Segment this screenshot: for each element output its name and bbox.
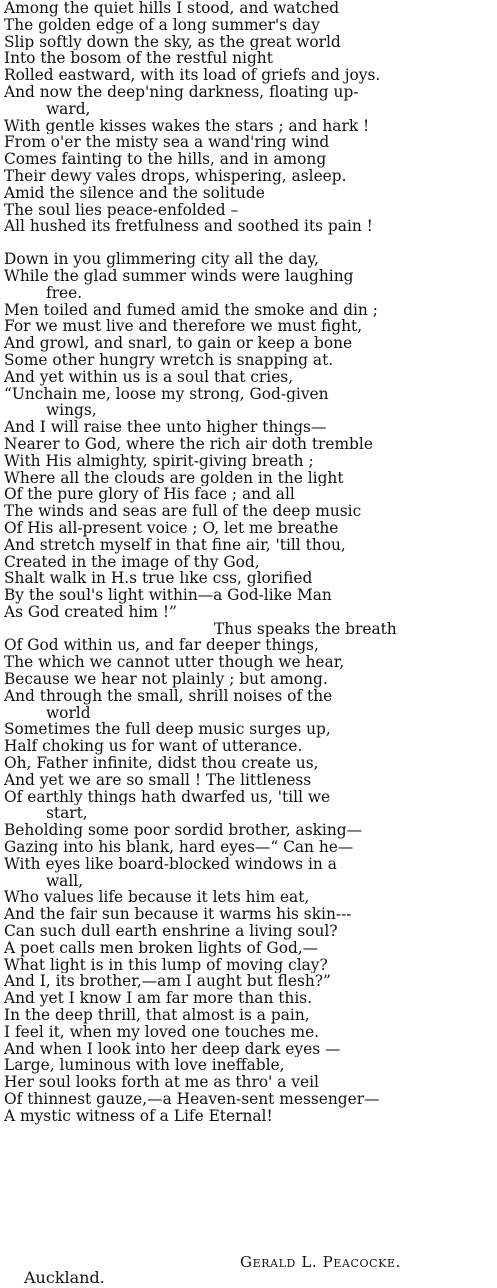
- poem-line: Of earthly things hath dwarfed us, 'till we: [4, 788, 331, 806]
- poem-line: By the soul's light within—a God-like Man: [4, 587, 332, 604]
- poem-line: Oh, Father infinite, didst thou create us,: [4, 755, 319, 772]
- poem-line: And growl, and snarl, to gain or keep a bone: [4, 335, 353, 352]
- poem-line: Created in the image of thy God,: [4, 553, 260, 571]
- poem-line: Large, luminous with love ineffable,: [4, 1057, 285, 1075]
- poem-line: Half choking us for want of utterance.: [4, 738, 303, 756]
- poem-line: Some other hungry wretch is snapping at.: [4, 351, 334, 369]
- poem-line: Beholding some poor sordid brother, asking—: [4, 822, 362, 840]
- poem-line: Her soul looks forth at me as thro' a veil: [4, 1074, 319, 1091]
- poem-line: wall,: [46, 872, 84, 890]
- poem-line: Of the pure glory of His face ; and all: [4, 486, 295, 504]
- poem-line: Who values life because it lets him eat,: [4, 889, 310, 907]
- poem-line: Nearer to God, where the rich air doth tremble: [4, 435, 373, 453]
- poem-line: world: [46, 704, 91, 722]
- poem-line: “Unchain me, loose my strong, God-given: [4, 385, 329, 403]
- poem-line: Gazing into his blank, hard eyes—“ Can he—: [4, 839, 354, 856]
- poem-line: Comes fainting to the hills, and in among: [4, 151, 327, 168]
- poem-line: What light is in this lump of moving clay?: [4, 956, 328, 974]
- poem-line: The winds and seas are full of the deep music: [4, 503, 362, 520]
- poem-line: And stretch myself in that fine air, 'till thou,: [4, 536, 346, 554]
- poem-line: And when I look into her deep dark eyes —: [4, 1040, 341, 1058]
- poem-line: And yet I know I am far more than this.: [4, 990, 313, 1008]
- poem-line: wings,: [46, 402, 97, 420]
- poem-line: The golden edge of a long summer's day: [4, 16, 320, 34]
- poem-line: The which we cannot utter though we hear,: [4, 654, 345, 672]
- poem-line: Rolled eastward, with its load of griefs and joys.: [4, 67, 381, 84]
- poem-line: Because we hear not plainly ; but among.: [4, 671, 328, 688]
- poem-body: [4, 0, 493, 1125]
- poem-line: Of God within us, and far deeper things,: [4, 637, 319, 655]
- poem-line: The soul lies peace-enfolded –: [4, 201, 239, 219]
- poem-line: All hushed its fretfulness and soothed its pain !: [4, 218, 373, 236]
- poem-line: And I will raise thee unto higher things—: [4, 419, 327, 436]
- poem-line: Can such dull earth enshrine a living soul?: [4, 923, 338, 940]
- poem-line: Thus speaks the breath: [214, 620, 397, 638]
- author-signature: Gerald L. Peacocke.: [240, 1253, 401, 1271]
- stanza-break: [4, 235, 493, 251]
- place-line: Auckland.: [24, 1268, 105, 1287]
- poem-line: While the glad summer winds were laughing: [4, 267, 354, 285]
- poem-line: As God created him !”: [4, 603, 177, 621]
- poem-line: Down in you glimmering city all the day,: [4, 251, 319, 268]
- poem-line: And yet we are so small ! The littleness: [4, 771, 312, 789]
- poem-line: ward,: [46, 100, 91, 118]
- poem-line: Sometimes the full deep music surges up,: [4, 721, 331, 739]
- poem-line: Of thinnest gauze,—a Heaven-sent messenger—: [4, 1091, 380, 1108]
- poem-line: A poet calls men broken lights of God,—: [4, 939, 319, 957]
- poem-line: free.: [46, 284, 83, 302]
- poem-line: And yet within us is a soul that cries,: [4, 368, 294, 386]
- poem-line: With His almighty, spirit-giving breath ;: [4, 452, 314, 470]
- poem-line: Slip softly down the sky, as the great world: [4, 33, 341, 51]
- poem-line: And through the small, shrill noises of the: [4, 687, 333, 705]
- poem-line: And now the deep'ning darkness, floating up-: [4, 83, 359, 101]
- poem-line: Men toiled and fumed amid the smoke and din ;: [4, 301, 378, 319]
- poem-line: And I, its brother,—am I aught but flesh?”: [4, 973, 331, 991]
- poem-line: In the deep thrill, that almost is a pain,: [4, 1007, 310, 1024]
- poem-line: Amid the silence and the solitude: [4, 184, 265, 202]
- poem-line: Of His all-present voice ; O, let me breathe: [4, 519, 339, 537]
- poem-line: Among the quiet hills I stood, and watched: [4, 0, 340, 17]
- poem-line: Their dewy vales drops, whispering, asleep.: [4, 167, 347, 185]
- poem-line: A mystic witness of a Life Eternal!: [4, 1107, 273, 1125]
- poem-line: With eyes like board-blocked windows in a: [4, 855, 337, 873]
- poem-line: With gentle kisses wakes the stars ; and hark !: [4, 117, 370, 135]
- poem-line: Into the bosom of the restful night: [4, 50, 273, 68]
- poem-line: Shalt walk in H.s true lıke css, glorified: [4, 570, 313, 588]
- poem-line: I feel it, when my loved one touches me.: [4, 1023, 320, 1041]
- poem-line: Where all the clouds are golden in the light: [4, 469, 344, 487]
- poem-line: For we must live and therefore we must fight,: [4, 318, 363, 336]
- poem-line: start,: [46, 805, 88, 823]
- poem-line: From o'er the misty sea a wand'ring wind: [4, 134, 330, 152]
- poem-line: And the fair sun because it warms his skin---: [4, 906, 352, 924]
